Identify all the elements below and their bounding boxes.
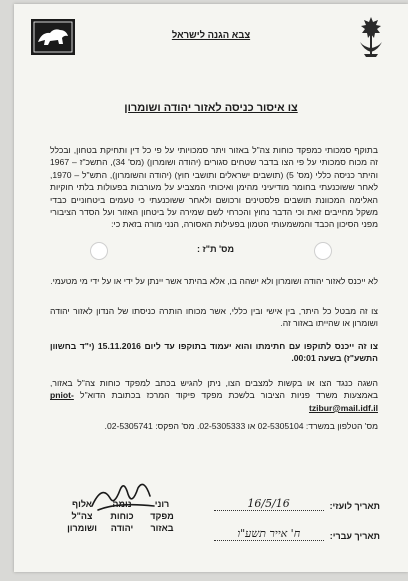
signatory-block bbox=[62, 498, 182, 534]
preamble-paragraph: בתוקף סמכותי כמפקד כוחות צה"ל באזור ויתר סמכויותי על פי כל דין ותחיקת בטחון, ובכלל זה מכוח סמכותי על פי הצו בדבר שטחים סגורים (יהודה ושומרון) (מס' 34), התשכ"ז – 1967 והיתר כניסה כללי (מס' 5) (תושבים ישראלים ותושבי חוץ) (יהודה והשומרון), התש"ל – 1970, לאחר ששוכנעתי בחומר מודיעיני מהימן ואיכותי המצביע על מעורבות בפעולות בלתי חוקיות האלימה המכוונת תושבים פלסטינים ורכושם ולאחר ששוכנעתי כי טעמים ביטחוניים כבדי משקל מחייבים זאת וכי הדבר נחוץ והכרחי לשם שמירה על ביטחון האזור ועל הסדר הציבורי מפני הסיכון הכבד והמשמעותי הטמון בפעילות האסורה, הנני מורה בזאת כי: bbox=[50, 145, 378, 230]
clause-validity: צו זה ייכנס לתוקפו עם חתימתו והוא יעמוד בתוקפו עד ליום 15.11.2016 (י"ד בחשוון התשע"ז) בשעה 00:01. bbox=[50, 341, 378, 364]
punch-hole bbox=[90, 242, 108, 260]
contact-numbers: מס' הטלפון במשרד: 02-5305104 או 02-5305333. מס' הפקס: 02-5305741. bbox=[104, 421, 378, 431]
signatory-text: אלוף bbox=[72, 499, 92, 509]
punch-hole bbox=[314, 242, 332, 260]
clause-appeal bbox=[50, 377, 378, 414]
signatory-role-row bbox=[62, 510, 182, 522]
document-page bbox=[14, 4, 408, 572]
gregorian-date-value: 16/5/16 bbox=[214, 497, 324, 511]
gregorian-date-label: תאריך לועזי: bbox=[329, 501, 380, 511]
organization-name: צבא הגנה לישראל bbox=[171, 30, 251, 41]
signatory-text: יהודה bbox=[110, 523, 134, 533]
date-block bbox=[214, 497, 380, 557]
gregorian-date-row bbox=[214, 497, 380, 511]
email-link[interactable]: pniot-tzibur@mail.idf.il bbox=[50, 390, 378, 413]
signatory-text: מפקד bbox=[150, 511, 174, 521]
clause-entry-prohibition: לא ייכנס לאזור יהודה ושומרון ולא ישהה בו, אלא בהיתר אשר יינתן על ידי או על ידי מי מטעמי. bbox=[50, 276, 378, 286]
signatory-name-row bbox=[62, 498, 182, 510]
signatory-text: רוני bbox=[154, 499, 170, 509]
clause-permit-cancellation: צו זה מבטל כל היתר, בין אישי ובין כללי, אשר מכוחו הותרה כניסתו של הנדון לאזור יהודה ושומרון או שהייתו באזור זה. bbox=[50, 306, 378, 329]
signatory-text: כוחות bbox=[110, 511, 134, 521]
signatory-text: נומה bbox=[112, 499, 132, 509]
id-number-label: מס' ת"ז : bbox=[197, 244, 234, 254]
hebrew-date-label: תאריך עברי: bbox=[329, 531, 380, 541]
signatory-region-row bbox=[62, 522, 182, 534]
hebrew-date-value: ח' אייר תשע"ו bbox=[214, 527, 324, 541]
signatory-text: באזור bbox=[150, 523, 174, 533]
signatory-text: צה"ל bbox=[71, 511, 93, 521]
document-title: צו איסור כניסה לאזור יהודה ושומרון bbox=[124, 102, 298, 114]
appeal-text: השגה כנגד הצו או בקשות למצבים הצו, ניתן להגיש בכתב למפקד כוחות צה"ל באזור, באמצעות משרד פניות הציבור בלשכת מפקד פיקוד המרכז בכתובת הדוא"ל bbox=[50, 378, 379, 401]
signatory-text: ושומרון bbox=[67, 523, 97, 533]
hebrew-date-row bbox=[214, 527, 380, 541]
